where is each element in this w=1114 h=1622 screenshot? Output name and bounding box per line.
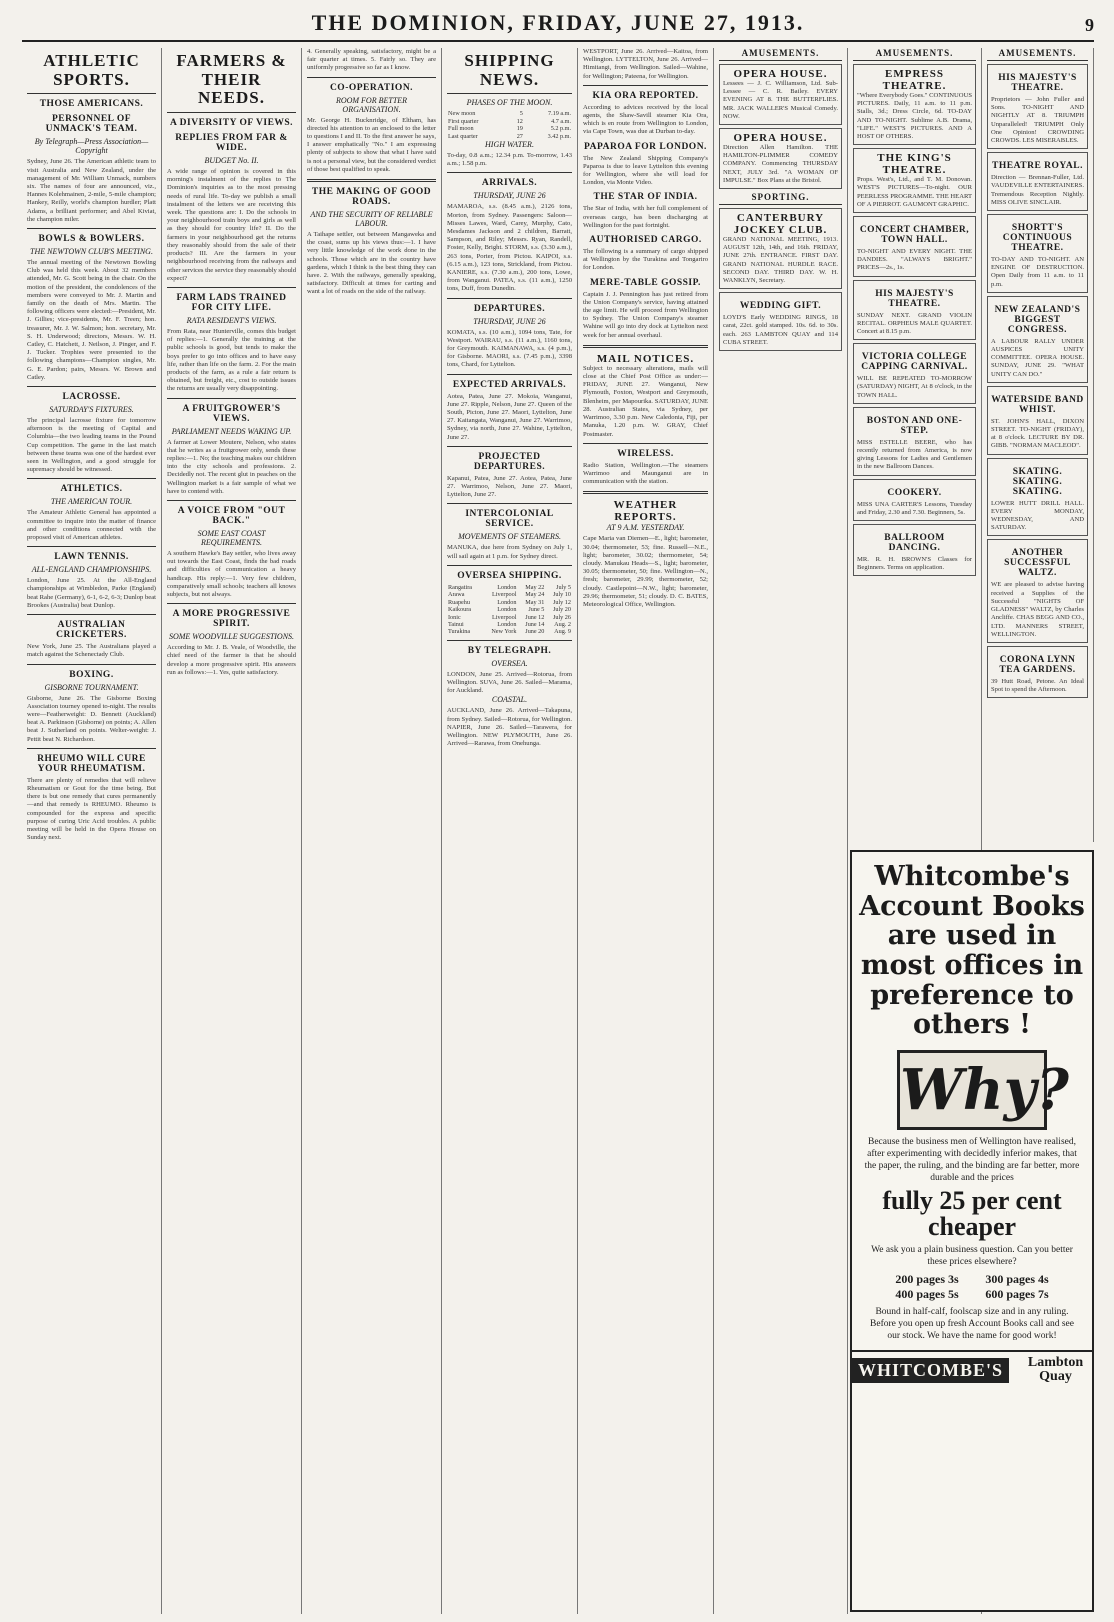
ad-box xyxy=(987,539,1088,642)
headline: PERSONNEL OF UNMACK'S TEAM. xyxy=(45,114,138,135)
moon-phase-row-cell: 12 xyxy=(516,117,523,125)
ad-title: CONCERT CHAMBER, TOWN HALL. xyxy=(859,225,970,246)
moon-phase-row-cell: 27 xyxy=(516,132,523,140)
ad-box xyxy=(719,208,842,289)
ship-row-cell: May 24 xyxy=(525,591,545,599)
moon-phase-row-cell: 5 xyxy=(519,110,523,118)
article-body: Cape Maria van Diemen—E., light; barometer, 30.04; thermometer, 53; fine. Russell—N.E., light; barometer, 30.02; thermometer, 54; cloudy. Manukau Heads—S., light; barometer, 30.05; thermometer, 50; fine. Wellington—N., fresh; barometer, 29.99; thermometer, 52; cloudy. Castlepoint—N.W., light; barometer, 29.96; thermometer, 51; cloudy. D. C. BATES, Meteorological Office, Wellington. xyxy=(583,535,708,608)
headline: PAPAROA FOR LONDON. xyxy=(584,141,707,152)
moon-phase-row xyxy=(447,118,572,125)
headline: REPLIES FROM FAR & WIDE. xyxy=(175,133,288,154)
ad-body: TO-DAY AND TO-NIGHT. AN ENGINE OF DESTRUCTION. Open Daily from 11 a.m. to 11 p.m. xyxy=(991,256,1084,288)
headline: OVERSEA SHIPPING. xyxy=(457,570,562,581)
headline: RHEUMO WILL CURE YOUR RHEUMATISM. xyxy=(37,753,146,774)
article-body: From Rata, near Hunterville, comes this budget of replies:—1. Generally the training at the public schools is good, but tends to make the boys prefer to go into offices and to have easy life, rather than life on the farm. 2. For the main products of the farm, as a rule a fair return is obtained, but freight, etc., cost to outside issues the returns are usually very disappointing. xyxy=(167,327,296,393)
ad-title: BOSTON AND ONE-STEP. xyxy=(866,415,963,436)
headline: KIA ORA REPORTED. xyxy=(592,90,699,101)
page-title: THE DOMINION, FRIDAY, JUNE 27, 1913. xyxy=(311,10,805,35)
ship-row-cell: London xyxy=(497,620,517,628)
headline: LACROSSE. xyxy=(62,392,121,403)
ship-row-cell: London xyxy=(497,606,517,614)
article-body: Aotea, Patea, June 27. Mokoia, Wanganui, June 27. Ripple, Nelson, June 27. Queen of the South, Picton, June 27. Maori, Lyttelton, June 27. Kaitangata, Wanganui, June 27. Warrimoo, Sydney, via north, June 27. Wahine, Lyttelton, June 27. xyxy=(447,392,572,441)
column-shipping-news xyxy=(442,48,578,1614)
moon-phase-row-cell: New moon xyxy=(448,110,476,118)
ad-title: CORONA LYNN TEA GARDENS. xyxy=(999,654,1076,675)
ad-title: EMPRESS THEATRE. xyxy=(882,68,947,92)
ad-body: MR. R. H. BROWN'S Classes for Beginners. Terms on application. xyxy=(857,556,972,572)
ad-body: Proprietors — John Fuller and Sons. TO-NIGHT AND NIGHTLY AT 8. TRIUMPH Unparalleled! TRIUMPH Only One Opinion! CROWDING CROWDS. LES MISERABLES. xyxy=(991,96,1084,145)
masthead xyxy=(22,10,1094,42)
ship-row-cell: Kaikoura xyxy=(448,606,472,614)
headline: A DIVERSITY OF VIEWS. xyxy=(169,118,294,129)
moon-phase-row-cell: First quarter xyxy=(448,117,479,125)
moon-phase-row-cell: Last quarter xyxy=(448,132,478,140)
article-body: Mr. George H. Bucknridge, of Eltham, has directed his attention to an enclosed to the letter to questions I and II. To the first answer he says, I answer emphatically "No." I am expressing plenty of subjects to show that what I have said is not a personal view, but the considered verdict of those best qualified to speak. xyxy=(307,116,436,173)
headline: BOXING. xyxy=(69,669,114,680)
article-body: 4. Generally speaking, satisfactory, might be a fair quarter at times. 5. Fairly so. They are uniformly progressive so far as I know. xyxy=(307,48,436,72)
ad-body: GRAND NATIONAL MEETING, 1913. AUGUST 12th, 14th, and 16th. FRIDAY, JUNE 27th. ENTRANCE. FIRST DAY. GRAND NATIONAL HURDLE RACE. SECOND DAY. THIRD DAY. W. H. WANKLYN, Secretary. xyxy=(723,236,838,285)
headline: THE STAR OF INDIA. xyxy=(593,192,698,203)
ship-row-cell: July 5 xyxy=(556,583,571,591)
headline: FARM LADS TRAINED FOR CITY LIFE. xyxy=(176,292,287,313)
article-body: Gisborne, June 26. The Gisborne Boxing Association tourney opened to-night. The results were—Featherweight: D. Bennett (Auckland) beat A. Parkinson (Gisborne) on points; A. Allen beat J. Sutherland on points. Welter-weight: J. Pettit beat N. Richardson. xyxy=(27,694,156,743)
headline: THE MAKING OF GOOD ROADS. xyxy=(311,187,432,208)
article-body: The principal lacrosse fixture for tomorrow afternoon is the meeting of Capital and Columbia—the two leading teams in the Pound Cup competition. The game in the last match between these teams was one of the hardest ever seen in Wellington, and a good struggle for supremacy should be witnessed. xyxy=(27,417,156,474)
ad-box xyxy=(853,280,976,341)
headline: A MORE PROGRESSIVE SPIRIT. xyxy=(172,609,291,630)
ad-title: THE KING'S THEATRE. xyxy=(877,152,952,177)
moon-phase-row-cell: 4.7 a.m. xyxy=(551,117,571,125)
price-item: 200 pages 3s xyxy=(895,1272,959,1287)
article-body: The annual meeting of the Newtown Bowling Club was held this week. About 32 members attended, Mr. G. Scott being in the chair. On the motion of the president, the condolences of the members were conveyed to Mr. J. Martin and family on the death of Mrs. Martin. The following officers were elected:—President, Mr. J. Gillies; vice-presidents, Mr. F. Treen; hon. treasurer, Mr. J. W. Salmon; hon. secretary, Mr. S. H. Underwood; directors, Messrs. W. H. Catley, C. Hatchett, J. Neilson, J. Pinger, and F. J. Tucker. Trophies were presented to the following champions—Champion singles, Mr. G. E. Pardon; pairs, Messrs. W. Brown and Catley. xyxy=(27,259,156,381)
price-item: 400 pages 5s xyxy=(895,1287,959,1302)
article-body: The Star of India, with her full complement of overseas cargo, has been discharging at Wellington for the past fortnight. xyxy=(583,205,708,229)
headline: MERE-TABLE GOSSIP. xyxy=(590,277,701,288)
article-body: A southern Hawke's Bay settler, who lives away out towards the East Coast, finds the bad roads and difficulties of communication a heavy handicap. His reply:—1. Very few children, comparatively small schools; teachers all knows subjects, but not always. xyxy=(167,549,296,598)
ad-box xyxy=(987,64,1088,149)
byline: By Telegraph—Press Association—Copyright xyxy=(34,137,149,156)
ad-body: Lessees — J. C. Williamson, Ltd. Sub-Lessee — C. R. Bailey. EVERY EVENING AT 8. THE BUTTERFLIES. MR. JACK WALLER'S Musical Comedy. NOW. xyxy=(723,80,838,120)
ad-body: A LABOUR RALLY UNDER AUSPICES UNITY COMMITTEE. OPERA HOUSE. SUNDAY, JUNE 29. "WHAT UNITY CAN DO." xyxy=(991,337,1084,378)
section-title: SHIPPING NEWS. xyxy=(464,51,555,89)
ship-row-cell: London xyxy=(497,598,517,606)
ad-title: BALLROOM DANCING. xyxy=(884,533,945,554)
ad-body: MISS UNA CARTER'S Lessons, Tuesday and Friday, 2.30 and 7.30. Beginners, 5s. xyxy=(857,500,972,516)
ship-row-cell: Tainui xyxy=(448,620,464,628)
headline: ARRIVALS. xyxy=(481,178,538,189)
article-body: The following is a summary of cargo shipped at Wellington by the Turakina and Tongariro for London. xyxy=(583,248,708,272)
ad-body: TO-NIGHT AND EVERY NIGHT. THE DANDIES. "ALWAYS BRIGHT." PRICES—2s., 1s. xyxy=(857,248,972,272)
brand-location: Lambton Quay xyxy=(1027,1355,1084,1385)
headline: BY TELEGRAPH. xyxy=(467,645,552,656)
ad-footer xyxy=(852,1350,1092,1384)
section-header: AMUSEMENTS. xyxy=(719,48,842,61)
article-body: New York, June 25. The Australians played a match against the Schenectady Club. xyxy=(27,643,156,659)
article-body: MANUKA, due here from Sydney on July 1, will sail again at 1 p.m. for Sydney direct. xyxy=(447,544,572,560)
ship-row-cell: June 5 xyxy=(528,606,545,614)
ad-box xyxy=(987,386,1088,455)
ship-row xyxy=(447,599,572,606)
ad-box xyxy=(853,524,976,576)
whitcombes-advertisement xyxy=(850,850,1094,1612)
headline: DEPARTURES. xyxy=(473,303,546,314)
ship-row-cell: Ruapehu xyxy=(448,598,470,606)
moon-phase-row-cell: 7.19 a.m. xyxy=(547,110,571,118)
subhead: THE AMERICAN TOUR. xyxy=(50,497,133,507)
subhead: HIGH WATER. xyxy=(485,140,534,149)
ship-row-cell: July 12 xyxy=(552,598,571,606)
ad-body: Bound in half-calf, foolscap size and in any ruling. Before you open up fresh Account Books call and see our stock. We have the name for good work! xyxy=(870,1307,1074,1342)
article-body: The Amateur Athletic General has appointed a committee to inquire into the matter of finance and other conditions connected with the proposed visit of American athletes. xyxy=(27,509,156,542)
ship-row-cell: June 20 xyxy=(525,628,545,636)
article-body: Subject to necessary alterations, mails will close at the Chief Post Office as under:— FRIDAY, JUNE 27. Wanganui, New Plymouth, Foxton, Westport and Greymouth, Blenheim, per Mapourika. SATURDAY, JUNE 28. Australian States, via Sydney, per Warrimoo, 3.30 p.m. New Caledonia, Fiji, per Manuka, 1.20 p.m. W. GRAY, Chief Postmaster. xyxy=(583,364,708,438)
ad-title: HIS MAJESTY'S THEATRE. xyxy=(875,288,954,309)
ad-body: WILL BE REPEATED TO-MORROW (SATURDAY) NIGHT, At 8 o'clock, in the TOWN HALL. xyxy=(857,375,972,399)
ad-body: Direction — Brennan-Fuller, Ltd. VAUDEVILLE ENTERTAINERS. Tremendous Reception Nightly. MISS OLIVE SINCLAIR. xyxy=(991,174,1084,206)
subhead: PARLIAMENT NEEDS WAKING UP. xyxy=(171,426,292,436)
ad-body: Direction Allen Hamilton. THE HAMILTON-PLIMMER COMEDY COMPANY. Commencing THURSDAY NEXT, JULY 3rd. "A WOMAN OF IMPULSE." Box Plans at the Bristol. xyxy=(723,144,838,184)
ad-box xyxy=(719,64,842,125)
ship-row xyxy=(447,628,572,635)
headline: PROJECTED DEPARTURES. xyxy=(473,451,546,472)
subhead: AND THE SECURITY OF RELIABLE LABOUR. xyxy=(310,210,433,229)
article-body: London, June 25. At the All-England championships at Wimbledon, Parke (England) beat Rahe (Germany), 6-1, 6-2, 6-3; Dunlop beat Brookes (Australia) beat Dunlop. xyxy=(27,577,156,609)
article-body: MAMAROA, s.s. (8.45 a.m.), 2126 tons, Morton, from Sydney. Passengers: Saloon—Misses Lawes, Ward, Carey, Murphy, Cato, Mesdames Jackson and 2 children, Barratt, Sampson, and Riley; Messrs. Ryan, Randell, Foster, Kelly, Bright. STORM, s.s. (3.30 a.m.), 263 tons, Porter, from Pictou. KAIPOI, s.s. (6.15 a.m.), 123 tons, Strickland, from Pictou. KANIERE, s.s. (7.30 a.m.), 200 tons, Lowe, from Wanganui. PATEA, s.s. (11 a.m.), 1250 tons, Duff, from Dunedin. xyxy=(447,203,572,293)
ad-box xyxy=(987,296,1088,383)
ad-body: WE are pleased to advise having received a Supplies of the Successful "NIGHTS OF GLADNESS" WALTZ, by Charles Ancliffe. CHAS BEGG AND CO., LTD. MANNERS STREET, WELLINGTON. xyxy=(991,581,1084,638)
ship-row-cell: July 20 xyxy=(552,606,571,614)
ad-title: THEATRE ROYAL. xyxy=(992,161,1083,172)
column-amusements-3 xyxy=(982,48,1094,842)
moon-phase-row-cell: 5.2 p.m. xyxy=(550,125,571,133)
ad-title: HIS MAJESTY'S THEATRE. xyxy=(998,73,1077,93)
ad-body: Because the business men of Wellington have realised, after experimenting with decidedly inferior makes, that the paper, the ruling, and the binding are far better, more durable and the prices xyxy=(864,1137,1080,1184)
moon-phase-row-cell: Full moon xyxy=(448,125,474,133)
ship-row-cell: Liverpool xyxy=(492,613,517,621)
ship-row-cell: Arawa xyxy=(448,591,465,599)
headline: A VOICE FROM "OUT BACK." xyxy=(177,505,286,526)
moon-phase-row xyxy=(447,133,572,140)
subhead: BUDGET No. II. xyxy=(204,156,259,166)
ad-box xyxy=(853,148,976,213)
price-list xyxy=(852,1272,1092,1302)
price-item: 300 pages 4s xyxy=(985,1272,1049,1287)
headline: ATHLETICS. xyxy=(60,484,123,495)
article-body: Captain J. J. Pennington has just retired from the Union Company's service, having attained the age limit. He will proceed from Wellington to Sydney. The Union Company's steamer Wahine will go into dry dock at Lyttelton next week for her annual overhaul. xyxy=(583,290,708,339)
headline: BOWLS & BOWLERS. xyxy=(38,234,145,244)
ad-title: ANOTHER SUCCESSFUL WALTZ. xyxy=(1004,548,1071,579)
article-body: Sydney, June 26. The American athletic team to visit Australia and New Zealand, under the management of Mr. William Unmack, numbers six. The names of four are announced, viz., Hannes Kolehmainen, 2-mile, 5-mile champion; Hankey, Reilly, world's champion hurdler; Platt Adams, a brilliant performer; and Abel Kiviat, the champion miler. xyxy=(27,158,156,223)
article-body: According to Mr. J. B. Veale, of Woodville, the chief need of the farmer is that he should develop a more progressive spirit. His answers run as follows:—1. Yes, quite satisfactory. xyxy=(167,644,296,676)
ad-title: OPERA HOUSE. xyxy=(733,68,828,80)
subhead: SOME WOODVILLE SUGGESTIONS. xyxy=(168,632,295,642)
article-body: Radio Station, Wellington.—The steamers Warrimoo and Maunganui are in communication with the station. xyxy=(583,461,708,486)
headline: WIRELESS. xyxy=(617,448,674,459)
article-body: LONDON, June 25. Arrived—Rotorua, from Wellington. SUVA, June 26. Sailed—Marama, for Auckland. xyxy=(447,670,572,695)
oversea-shipping-table xyxy=(447,584,572,636)
ad-box xyxy=(853,343,976,404)
subhead: ROOM FOR BETTER ORGANISATION. xyxy=(335,95,408,114)
ship-row xyxy=(447,606,572,613)
section-header: SPORTING. xyxy=(719,192,842,205)
price-item: 600 pages 7s xyxy=(985,1287,1049,1302)
article-body: KOMATA, s.s. (10 a.m.), 1094 tons, Tate, for Westport. WAIRAU, s.s. (11 a.m.), 1160 tons, for Greymouth. KAIMANAWA, s.s. (4 p.m.), for Gisborne. MAORI, s.s. (7.45 p.m.), 3398 tons, Chard, for Lyttelton. xyxy=(447,328,572,369)
ship-row-cell: Turakina xyxy=(448,628,471,636)
ship-row-cell: May 31 xyxy=(525,598,545,606)
article-body: A wide range of opinion is covered in this morning's instalment of the replies to The Dominion's inquiries as to the most pressing needs of rural life. To-day we publish a small instalment of the letters we are receiving this week. The questions are: I. Do the schools in your neighbourhood train boys and girls as well as they should for country life? II. Do the farmers in your neighbourhood get the returns they reasonably should from the sale of their products? III. Are the farmers in your neighbourhood receiving from the railways and other services the service they reasonably should expect? xyxy=(167,168,296,282)
moon-phases-table xyxy=(447,110,572,140)
headline: AUSTRALIAN CRICKETERS. xyxy=(56,620,127,641)
article-body: A farmer at Lower Moutere, Nelson, who states that he writes as a fruitgrower only, sends these replies:—1. No; the teaching makes our children into the city schools and professions. 2. Decidedly not. The recent glut in peaches on the Wellington market is a fair sample of what we have to contend with. xyxy=(167,438,296,495)
article-body: The New Zealand Shipping Company's Paparoa is due to leave Lyttelton this evening for Wellington, where she will load for London, via Monte Video. xyxy=(583,154,708,187)
headline: AUTHORISED CARGO. xyxy=(589,235,702,246)
subhead: THURSDAY, JUNE 26 xyxy=(473,316,546,326)
column-athletic-sports xyxy=(22,48,162,1614)
section-header: AMUSEMENTS. xyxy=(853,48,976,61)
section-title: FARMERS & THEIR NEEDS. xyxy=(176,51,287,108)
ad-body: Props. West's, Ltd., and T. M. Donovan. WEST'S PICTURES—To-night. OUR PEERLESS PROGRAMME. THE HEART OF A PIERROT. GAUMONT GRAPHIC. xyxy=(857,176,972,208)
subhead: AT 9 A.M. YESTERDAY. xyxy=(606,523,685,533)
subhead: PHASES OF THE MOON. xyxy=(466,98,553,108)
ad-box xyxy=(987,646,1088,698)
ad-title: CANTERBURY JOCKEY CLUB. xyxy=(733,212,828,237)
subhead: SOME EAST COAST REQUIREMENTS. xyxy=(197,528,266,547)
ad-body: SUNDAY NEXT. GRAND VIOLIN RECITAL. ORPHEUS MALE QUARTET. Concert at 8.15 p.m. xyxy=(857,311,972,336)
ad-body: ST. JOHN'S HALL, DIXON STREET. TO-NIGHT (FRIDAY), at 8 o'clock. LECTURE BY DR. GIBB. "NORMAN MACLEOD". xyxy=(991,417,1084,450)
headline: THOSE AMERICANS. xyxy=(39,99,144,110)
section-title: ATHLETIC SPORTS. xyxy=(43,51,140,89)
ad-headline: Whitcombe's Account Books are used in most offices in preference to others ! xyxy=(859,861,1085,1041)
moon-phase-row xyxy=(447,110,572,117)
subhead: OVERSEA. xyxy=(491,658,528,668)
moon-phase-row xyxy=(447,125,572,132)
ad-box xyxy=(853,64,976,145)
ship-row xyxy=(447,591,572,598)
moon-phase-row-cell: 19 xyxy=(516,125,523,133)
column-shipping-continued xyxy=(578,48,714,1614)
ad-title: WATERSIDE BAND WHIST. xyxy=(991,394,1084,415)
ad-title: OPERA HOUSE. xyxy=(733,132,828,145)
ship-row xyxy=(447,621,572,628)
article-body: According to advices received by the local agents, the Shaw-Savill steamer Kia Ora, which is en route from Wellington to London, via Cape Town, was due at Durban to-day. xyxy=(583,103,708,136)
article-body: A Taihape settler, out between Mangaweka and the coast, sums up his views thus:—1. I have very little knowledge of the work done in the schools. Those which are in the country have gardens, which I think is the best thing they can have. 2. With the railways, generally speaking, satisfactory. Difficult at times for carting and want a lot of roads on the side of the railway. xyxy=(307,231,436,296)
subhead: ALL-ENGLAND CHAMPIONSHIPS. xyxy=(31,565,152,575)
ship-row-cell: Aug. 9 xyxy=(554,628,571,636)
subhead: THURSDAY, JUNE 26 xyxy=(473,191,546,201)
moon-phase-row-cell: 3.42 p.m. xyxy=(547,132,571,140)
ship-row-cell: New York xyxy=(491,628,517,636)
ad-body: "Where Everybody Goes." CONTINUOUS PICTURES. Daily, 11 a.m. to 11 p.m. Stalls, 3d.; Dress Circle, 6d. TO-DAY AND TO-NIGHT. Sublime A.B. Drama, "LIFE." WEST'S PICTURES. AND A HOST OF OTHERS. xyxy=(857,92,972,141)
ship-row-cell: July 10 xyxy=(552,591,571,599)
ad-title: VICTORIA COLLEGE CAPPING CARNIVAL. xyxy=(861,352,968,373)
ad-box xyxy=(719,292,842,351)
ad-title: COOKERY. xyxy=(887,487,942,498)
ship-row xyxy=(447,614,572,621)
section-header: AMUSEMENTS. xyxy=(987,48,1088,61)
ad-body: LOWER HUTT DRILL HALL. EVERY MONDAY, WEDNESDAY, AND SATURDAY. xyxy=(991,499,1084,532)
ship-row-cell: Rangatira xyxy=(448,583,473,591)
article-body: To-day, 0.8 a.m.; 12.34 p.m. To-morrow, 1.43 a.m.; 1.58 p.m. xyxy=(447,152,572,168)
ad-body: LOYD'S Early WEDDING RINGS, 18 carat, 22ct. gold stamped. 10s. 6d. to 30s. each. 263 LAMBTON QUAY and 114 CUBA STREET. xyxy=(723,314,838,346)
ad-box xyxy=(853,479,976,521)
ad-box xyxy=(853,216,976,277)
ship-row-cell: May 22 xyxy=(525,583,545,591)
ship-row-cell: July 26 xyxy=(552,613,571,621)
ad-title: NEW ZEALAND'S BIGGEST CONGRESS. xyxy=(994,304,1081,335)
page-number: 9 xyxy=(1085,15,1094,35)
ad-body: MISS ESTELLE BEERE, who has recently returned from America, is now giving Lessons for Ladies and Gentlemen in the new Ballroom Dances. xyxy=(857,438,972,471)
ship-row-cell: June 12 xyxy=(525,613,545,621)
ship-row-cell: London xyxy=(497,583,517,591)
ad-box xyxy=(987,214,1088,293)
ad-box xyxy=(719,128,842,189)
headline: EXPECTED ARRIVALS. xyxy=(452,379,567,390)
article-body: WESTPORT, June 26. Arrived—Kaitoa, from Wellington. LYTTELTON, June 26. Arrived—Himitangi, from Wellington. Sailed—Wahine, for Wellington; Pateena, for Wellington. xyxy=(583,48,708,80)
headline: INTERCOLONIAL SERVICE. xyxy=(465,509,554,530)
ship-row xyxy=(447,584,572,591)
headline: CO-OPERATION. xyxy=(329,82,414,93)
ad-body: We ask you a plain business question. Can you better these prices elsewhere? xyxy=(871,1245,1073,1268)
ship-row-cell: Liverpool xyxy=(492,591,517,599)
column-farmers-needs xyxy=(162,48,302,1614)
ad-title: WEDDING GIFT. xyxy=(739,301,822,312)
why-illustration: Why? xyxy=(897,1050,1047,1130)
headline: A FRUITGROWER'S VIEWS. xyxy=(182,403,281,424)
subhead: COASTAL. xyxy=(491,695,528,705)
ad-title: SHORTT'S CONTINUOUS THEATRE. xyxy=(1002,223,1073,254)
subhead: MOVEMENTS OF STEAMERS. xyxy=(458,532,561,542)
subhead: RATA RESIDENT'S VIEWS. xyxy=(186,315,277,325)
article-body: Kapanui, Patea, June 27. Aotea, Patea, June 27. Warrimoo, Nelson, June 27. Maori, Lyttelton, June 27. xyxy=(447,474,572,499)
ad-title: SKATING. SKATING. SKATING. xyxy=(1012,466,1063,497)
article-body: There are plenty of remedies that will relieve Rheumatism or Gout for the time being. But there is but one remedy that cures permanently—and that remedy is RHEUMO. Rheumo is compounded for the express and specific purpose of curing Uric Acid troubles. A public meeting will be held in the Opera House on Sunday next. xyxy=(27,776,156,842)
ship-row-cell: June 14 xyxy=(525,620,545,628)
brand-name: WHITCOMBE'S xyxy=(852,1358,1009,1383)
headline: LAWN TENNIS. xyxy=(54,552,129,563)
subhead: GISBORNE TOURNAMENT. xyxy=(44,682,139,692)
ad-box xyxy=(853,407,976,476)
subhead: SATURDAY'S FIXTURES. xyxy=(49,405,134,415)
ad-cheaper: fully 25 per cent cheaper xyxy=(882,1186,1062,1242)
ad-box xyxy=(987,152,1088,211)
column-farmers-continued xyxy=(302,48,442,1614)
subhead: THE NEWTOWN CLUB'S MEETING. xyxy=(30,247,153,256)
column-amusements-1 xyxy=(714,48,848,1614)
ad-body: 39 Hutt Road, Petone. An Ideal Spot to spend the Afternoon. xyxy=(991,677,1084,694)
ad-box xyxy=(987,458,1088,537)
headline: WEATHER REPORTS. xyxy=(613,499,678,524)
ship-row-cell: Ionic xyxy=(448,613,461,621)
headline: MAIL NOTICES. xyxy=(596,352,695,365)
article-body: AUCKLAND, June 26. Arrived—Takapuna, from Sydney. Sailed—Rotorua, for Wellington. NAPIER, June 26. Sailed—Tarawera, for Wellington. NEW PLYMOUTH, June 26. Arrived—Rarawa, from Onehunga. xyxy=(447,707,572,748)
ship-row-cell: Aug. 2 xyxy=(554,620,571,628)
